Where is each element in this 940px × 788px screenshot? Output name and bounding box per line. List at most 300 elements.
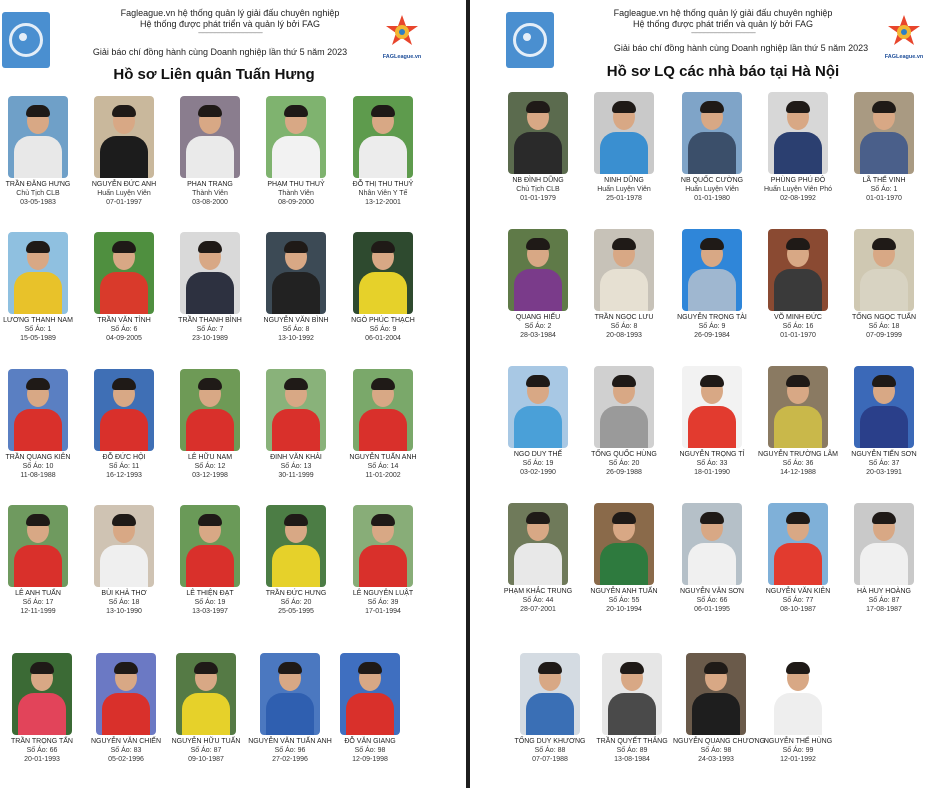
- player-birthdate: 03-08-2000: [192, 199, 228, 206]
- player-photo: [353, 232, 413, 314]
- player-card: [669, 503, 755, 614]
- player-name: LÃ THẾ VINH: [862, 177, 906, 184]
- player-card: [841, 229, 927, 340]
- player-card: [841, 92, 927, 203]
- player-card: [841, 503, 927, 614]
- person-torso: [774, 269, 822, 311]
- player-role: Số Áo: 36: [782, 460, 814, 467]
- player-photo: [768, 503, 828, 585]
- person-hair: [112, 514, 136, 526]
- player-card: [340, 505, 426, 616]
- player-birthdate: 13-10-1990: [106, 608, 142, 615]
- person-hair: [194, 662, 218, 674]
- player-name: TRẦN NGỌC LƯU: [594, 314, 654, 321]
- player-role: Số Áo: 2: [524, 323, 552, 330]
- right-header-line1: Fagleague.vn hệ thống quản lý giải đấu chuyên nghiệp: [613, 8, 833, 18]
- player-card: [755, 92, 841, 203]
- player-birthdate: 26-09-1984: [694, 332, 730, 339]
- player-name: LÊ HỮU NAM: [187, 454, 233, 461]
- person-torso: [514, 269, 562, 311]
- player-birthdate: 14-12-1988: [780, 469, 816, 476]
- player-name: TỐNG DUY KHƯƠNG: [514, 738, 586, 745]
- player-photo: [96, 653, 156, 735]
- player-photo: [594, 503, 654, 585]
- player-name: NGUYỄN QUANG CHƯƠNG: [673, 738, 766, 745]
- player-photo: [340, 653, 400, 735]
- player-birthdate: 02-08-1992: [780, 195, 816, 202]
- person-hair: [538, 662, 562, 674]
- person-torso: [359, 545, 407, 587]
- player-card: [581, 92, 667, 203]
- player-role: Số Áo: 19: [194, 599, 226, 606]
- player-photo: [602, 653, 662, 735]
- player-photo: [854, 229, 914, 311]
- person-hair: [700, 101, 724, 113]
- person-hair: [786, 101, 810, 113]
- player-role: Số Áo: 12: [194, 463, 226, 470]
- person-torso: [346, 693, 394, 735]
- player-birthdate: 13-08-1984: [614, 756, 650, 763]
- player-card: [81, 505, 167, 616]
- player-birthdate: 06-01-1995: [694, 606, 730, 613]
- person-torso: [514, 406, 562, 448]
- player-name: BÙI KHẢ THƠ: [101, 590, 147, 597]
- person-torso: [14, 272, 62, 314]
- person-torso: [526, 693, 574, 735]
- person-hair: [872, 512, 896, 524]
- player-role: Số Áo: 55: [608, 597, 640, 604]
- player-birthdate: 07-07-1988: [532, 756, 568, 763]
- player-photo: [8, 505, 68, 587]
- player-photo: [8, 369, 68, 451]
- player-role: Số Áo: 1: [24, 326, 52, 333]
- person-torso: [600, 543, 648, 585]
- person-torso: [100, 272, 148, 314]
- player-birthdate: 03-12-1998: [192, 472, 228, 479]
- player-photo: [594, 92, 654, 174]
- player-birthdate: 20-10-1994: [606, 606, 642, 613]
- person-torso: [272, 409, 320, 451]
- player-birthdate: 12-09-1998: [352, 756, 388, 763]
- person-hair: [526, 375, 550, 387]
- player-birthdate: 12-11-1999: [20, 608, 56, 615]
- player-role: Số Áo: 6: [110, 326, 138, 333]
- player-birthdate: 05-02-1996: [108, 756, 144, 763]
- player-name: NB QUỐC CƯỜNG: [680, 177, 744, 184]
- person-torso: [359, 136, 407, 178]
- person-torso: [186, 545, 234, 587]
- player-birthdate: 01-01-1970: [780, 332, 816, 339]
- person-torso: [514, 132, 562, 174]
- player-role: Số Áo: 9: [698, 323, 726, 330]
- player-name: NGUYỄN HỮU TUẤN: [171, 738, 241, 745]
- person-torso: [186, 409, 234, 451]
- player-card: [0, 369, 81, 480]
- person-hair: [284, 105, 308, 117]
- player-name: NGUYỄN TRỌNG TÀI: [677, 314, 747, 321]
- person-hair: [198, 514, 222, 526]
- person-torso: [182, 693, 230, 735]
- person-torso: [514, 543, 562, 585]
- player-name: ĐINH VĂN KHẢI: [270, 454, 322, 461]
- person-hair: [198, 241, 222, 253]
- player-card: [167, 505, 253, 616]
- player-card: [253, 505, 339, 616]
- person-torso: [102, 693, 150, 735]
- player-role: Số Áo: 7: [196, 326, 224, 333]
- person-torso: [14, 409, 62, 451]
- player-name: TRẦN VĂN TÌNH: [97, 317, 151, 324]
- player-photo: [594, 229, 654, 311]
- player-card: [81, 369, 167, 480]
- player-name: TRẦN ĐĂNG HƯNG: [5, 181, 71, 188]
- player-role: Số Áo: 96: [274, 747, 306, 754]
- player-role: Số Áo: 18: [868, 323, 900, 330]
- player-card: [755, 653, 841, 764]
- brand-label: FAGLeague.vn: [884, 54, 924, 60]
- player-birthdate: 01-01-1970: [866, 195, 902, 202]
- player-name: PHẠM THU THUỶ: [267, 181, 325, 188]
- player-birthdate: 16-12-1993: [106, 472, 142, 479]
- person-torso: [359, 272, 407, 314]
- player-card: [0, 232, 81, 343]
- player-photo: [266, 232, 326, 314]
- player-role: Số Áo: 9: [369, 326, 397, 333]
- player-name: NGÔ PHÚC THẠCH: [351, 317, 415, 324]
- player-photo: [768, 653, 828, 735]
- player-card: [81, 96, 167, 207]
- player-photo: [854, 92, 914, 174]
- player-card: [669, 229, 755, 340]
- player-name: PHÙNG PHÚ ĐÔ: [770, 177, 826, 184]
- player-birthdate: 20-03-1991: [866, 469, 902, 476]
- right-event-line: Giải báo chí đồng hành cùng Doanh nghiệp lần thứ 5 năm 2023: [613, 43, 869, 53]
- player-card: [0, 505, 81, 616]
- player-birthdate: 17-01-1994: [365, 608, 401, 615]
- person-torso: [186, 272, 234, 314]
- player-name: NGUYỄN VĂN SƠN: [680, 588, 744, 595]
- player-role: Số Áo: 83: [110, 747, 142, 754]
- player-role: Huấn Luyện Viên Phó: [764, 186, 832, 193]
- player-birthdate: 12-01-1992: [780, 756, 816, 763]
- player-card: [495, 366, 581, 477]
- player-name: HÀ HUY HOÀNG: [857, 588, 911, 595]
- player-name: NGUYỄN ANH TUẤN: [590, 588, 658, 595]
- fagleague-logo-left: [380, 12, 424, 70]
- player-photo: [353, 505, 413, 587]
- league-logo-left: [2, 12, 50, 68]
- player-birthdate: 03-05-1983: [20, 199, 56, 206]
- player-card: [253, 96, 339, 207]
- player-name: NGUYỄN VĂN CHIẾN: [90, 738, 161, 745]
- person-hair: [371, 514, 395, 526]
- player-birthdate: 18-01-1990: [694, 469, 730, 476]
- person-hair: [30, 662, 54, 674]
- person-hair: [112, 378, 136, 390]
- person-torso: [18, 693, 66, 735]
- player-birthdate: 08-09-2000: [278, 199, 314, 206]
- player-card: [755, 503, 841, 614]
- person-hair: [786, 238, 810, 250]
- player-name: NGUYỄN TRƯỜNG LÂM: [758, 451, 838, 458]
- person-torso: [600, 406, 648, 448]
- right-header-separator: ------------------------------------------------: [691, 30, 755, 37]
- right-page-title: Hồ sơ LQ các nhà báo tại Hà Nội: [606, 63, 840, 80]
- player-role: Số Áo: 1: [870, 186, 898, 193]
- player-photo: [180, 505, 240, 587]
- player-birthdate: 17-08-1987: [866, 606, 902, 613]
- player-name: TỐNG QUỐC HÙNG: [591, 451, 657, 458]
- person-torso: [600, 269, 648, 311]
- player-photo: [854, 503, 914, 585]
- player-name: NGUYỄN ĐỨC ANH: [91, 181, 157, 188]
- fagleague-logo-right: [882, 12, 926, 70]
- player-birthdate: 25-05-1995: [278, 608, 314, 615]
- player-birthdate: 27-02-1996: [272, 756, 308, 763]
- player-photo: [266, 505, 326, 587]
- person-torso: [774, 406, 822, 448]
- person-hair: [114, 662, 138, 674]
- person-torso: [608, 693, 656, 735]
- player-name: LÊ THIỆN ĐẠT: [186, 590, 234, 597]
- left-header-line2: Hệ thống được phát triển và quản lý bởi FAG: [140, 19, 320, 29]
- player-role: Số Áo: 13: [280, 463, 312, 470]
- player-card: [81, 232, 167, 343]
- panel-divider: [466, 0, 470, 788]
- player-role: Số Áo: 37: [868, 460, 900, 467]
- player-role: Huấn Luyện Viên: [597, 186, 651, 193]
- player-name: NGUYỄN THẾ HÙNG: [763, 738, 833, 745]
- player-birthdate: 28-07-2001: [520, 606, 556, 613]
- player-role: Thành Viên: [278, 190, 314, 197]
- person-hair: [284, 514, 308, 526]
- player-role: Số Áo: 17: [22, 599, 54, 606]
- player-card: [495, 92, 581, 203]
- player-role: Nhân Viên Y Tế: [358, 190, 408, 197]
- player-name: NGO DUY THẾ: [513, 451, 563, 458]
- player-photo: [180, 369, 240, 451]
- player-photo: [94, 369, 154, 451]
- player-photo: [176, 653, 236, 735]
- player-name: ĐỖ THỊ THU THUỶ: [352, 181, 414, 188]
- player-photo: [353, 369, 413, 451]
- player-name: TỐNG NGỌC TUẤN: [851, 314, 917, 321]
- person-torso: [860, 269, 908, 311]
- player-name: TRẦN TRỌNG TẤN: [11, 738, 73, 745]
- player-name: NB ĐÌNH DŨNG: [512, 177, 564, 184]
- player-birthdate: 25-01-1978: [606, 195, 642, 202]
- player-photo: [686, 653, 746, 735]
- person-hair: [26, 514, 50, 526]
- person-hair: [26, 378, 50, 390]
- player-role: Số Áo: 98: [354, 747, 386, 754]
- player-card: [327, 653, 413, 764]
- player-birthdate: 11-01-2002: [365, 472, 401, 479]
- person-torso: [14, 136, 62, 178]
- player-card: [163, 653, 249, 764]
- person-torso: [692, 693, 740, 735]
- player-name: TRẦN THANH BÌNH: [178, 317, 242, 324]
- player-role: Số Áo: 19: [522, 460, 554, 467]
- left-event-line: Giải báo chí đồng hành cùng Doanh nghiệp lần thứ 5 năm 2023: [92, 47, 348, 57]
- player-card: [755, 366, 841, 477]
- player-role: Chủ Tịch CLB: [516, 186, 560, 193]
- player-role: Số Áo: 20: [608, 460, 640, 467]
- player-card: [495, 229, 581, 340]
- player-card: [0, 96, 81, 207]
- person-hair: [526, 512, 550, 524]
- player-role: Số Áo: 11: [108, 463, 140, 470]
- player-role: Số Áo: 99: [782, 747, 814, 754]
- player-photo: [180, 232, 240, 314]
- person-torso: [688, 269, 736, 311]
- player-photo: [94, 96, 154, 178]
- player-birthdate: 13-12-2001: [365, 199, 401, 206]
- left-header-line1: Fagleague.vn hệ thống quản lý giải đấu chuyên nghiệp: [120, 8, 340, 18]
- person-torso: [774, 132, 822, 174]
- player-photo: [260, 653, 320, 735]
- player-name: PHẠM KHẮC TRUNG: [503, 588, 573, 595]
- player-photo: [508, 229, 568, 311]
- player-card: [589, 653, 675, 764]
- player-card: [581, 503, 667, 614]
- player-photo: [94, 505, 154, 587]
- right-roster-panel: [476, 0, 940, 788]
- player-photo: [594, 366, 654, 448]
- player-birthdate: 07-09-1999: [866, 332, 902, 339]
- player-photo: [8, 96, 68, 178]
- person-torso: [600, 132, 648, 174]
- person-hair: [872, 101, 896, 113]
- player-role: Số Áo: 89: [616, 747, 648, 754]
- player-name: NGUYỄN VĂN BÌNH: [263, 317, 329, 324]
- person-torso: [14, 545, 62, 587]
- person-torso: [860, 132, 908, 174]
- person-hair: [612, 101, 636, 113]
- person-hair: [198, 105, 222, 117]
- person-torso: [688, 132, 736, 174]
- player-role: Số Áo: 18: [108, 599, 140, 606]
- person-hair: [526, 101, 550, 113]
- player-name: NINH DŨNG: [604, 177, 644, 184]
- player-role: Số Áo: 87: [190, 747, 222, 754]
- person-hair: [786, 662, 810, 674]
- player-name: TRẦN ĐỨC HƯNG: [265, 590, 327, 597]
- player-birthdate: 07-01-1997: [106, 199, 142, 206]
- player-birthdate: 28-03-1984: [520, 332, 556, 339]
- left-header-separator: ------------------------------------------------: [198, 30, 262, 37]
- person-hair: [612, 238, 636, 250]
- player-photo: [8, 232, 68, 314]
- person-hair: [26, 241, 50, 253]
- person-hair: [371, 105, 395, 117]
- player-role: Số Áo: 10: [22, 463, 54, 470]
- player-card: [669, 366, 755, 477]
- person-hair: [786, 375, 810, 387]
- player-photo: [682, 503, 742, 585]
- player-role: Huấn Luyện Viên: [685, 186, 739, 193]
- person-hair: [371, 241, 395, 253]
- player-role: Số Áo: 88: [534, 747, 566, 754]
- person-hair: [704, 662, 728, 674]
- person-hair: [284, 378, 308, 390]
- person-hair: [112, 105, 136, 117]
- player-card: [167, 232, 253, 343]
- person-hair: [612, 375, 636, 387]
- player-role: Chủ Tịch CLB: [16, 190, 60, 197]
- player-name: TRẦN QUYẾT THẮNG: [596, 738, 668, 745]
- player-name: LÊ NGUYÊN LUẬT: [352, 590, 414, 597]
- person-torso: [272, 545, 320, 587]
- player-photo: [353, 96, 413, 178]
- player-role: Số Áo: 8: [610, 323, 638, 330]
- person-hair: [112, 241, 136, 253]
- player-card: [167, 369, 253, 480]
- player-role: Số Áo: 77: [782, 597, 814, 604]
- person-torso: [774, 693, 822, 735]
- player-card: [253, 369, 339, 480]
- player-name: NGUYỄN VĂN TUẤN ANH: [248, 738, 332, 745]
- person-torso: [359, 409, 407, 451]
- left-header: [60, 8, 400, 38]
- person-hair: [284, 241, 308, 253]
- player-birthdate: 13-03-1997: [192, 608, 228, 615]
- player-name: NGUYỄN TIẾN SƠN: [851, 451, 917, 458]
- player-card: [755, 229, 841, 340]
- player-name: NGUYỄN TUẤN ANH: [349, 454, 417, 461]
- player-photo: [94, 232, 154, 314]
- player-card: [507, 653, 593, 764]
- player-photo: [508, 503, 568, 585]
- player-birthdate: 20-01-1993: [24, 756, 60, 763]
- person-hair: [872, 238, 896, 250]
- player-role: Số Áo: 14: [367, 463, 399, 470]
- person-hair: [198, 378, 222, 390]
- player-role: Thành Viên: [192, 190, 228, 197]
- player-name: QUANG HIẾU: [515, 314, 561, 321]
- person-torso: [688, 543, 736, 585]
- person-hair: [371, 378, 395, 390]
- player-photo: [508, 366, 568, 448]
- person-hair: [700, 375, 724, 387]
- player-photo: [768, 92, 828, 174]
- player-card: [253, 232, 339, 343]
- person-torso: [100, 545, 148, 587]
- player-birthdate: 06-01-2004: [365, 335, 401, 342]
- player-birthdate: 01-01-1979: [520, 195, 556, 202]
- player-role: Số Áo: 66: [26, 747, 58, 754]
- player-card: [841, 366, 927, 477]
- player-birthdate: 24-03-1993: [698, 756, 734, 763]
- player-role: Số Áo: 98: [700, 747, 732, 754]
- player-card: [340, 369, 426, 480]
- player-role: Số Áo: 16: [782, 323, 814, 330]
- brand-label: FAGLeague.vn: [382, 54, 422, 60]
- person-torso: [272, 272, 320, 314]
- player-name: PHAN TRANG: [187, 181, 233, 188]
- player-photo: [682, 92, 742, 174]
- player-role: Số Áo: 8: [282, 326, 310, 333]
- player-name: LÊ ANH TUẤN: [15, 590, 61, 597]
- player-photo: [520, 653, 580, 735]
- player-photo: [508, 92, 568, 174]
- player-birthdate: 09-10-1987: [188, 756, 224, 763]
- player-photo: [768, 229, 828, 311]
- player-birthdate: 01-01-1980: [694, 195, 730, 202]
- right-header: [538, 8, 908, 38]
- player-birthdate: 11-08-1988: [20, 472, 56, 479]
- player-role: Số Áo: 66: [696, 597, 728, 604]
